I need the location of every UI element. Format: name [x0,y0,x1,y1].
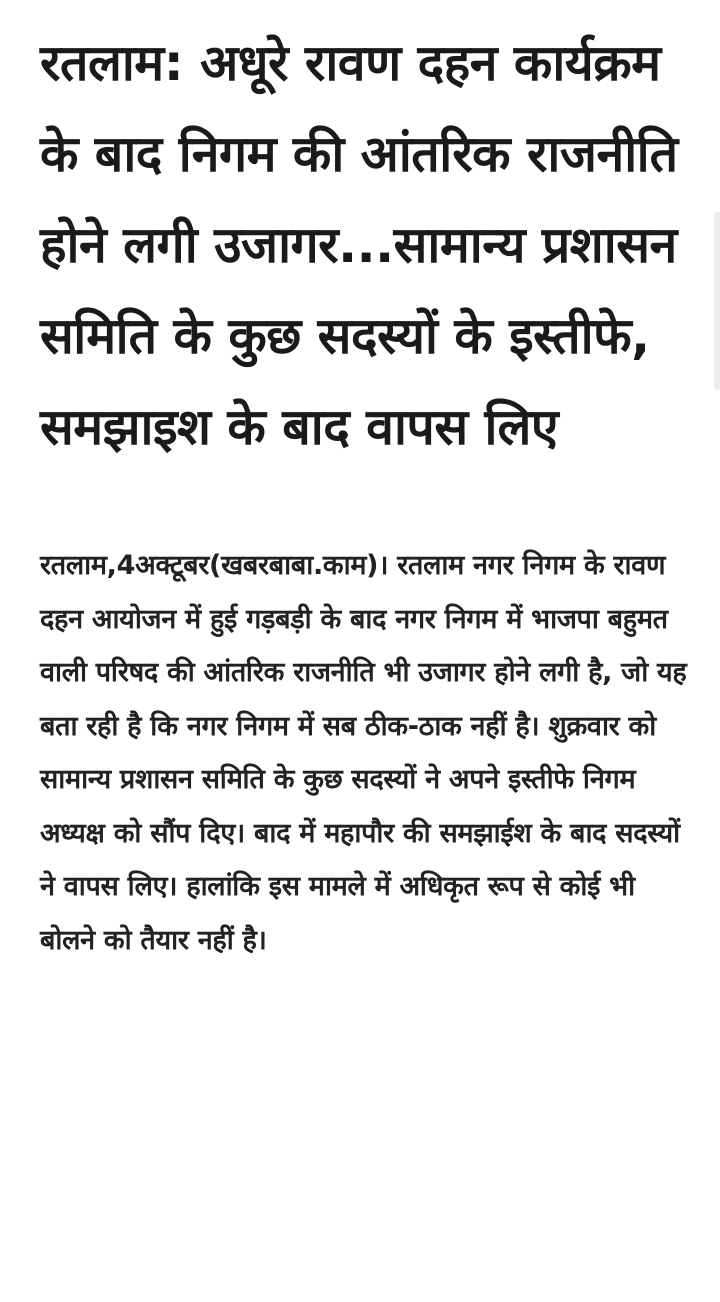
scroll-indicator[interactable] [714,212,720,390]
article [40,18,690,967]
article-headline: रतलाम: अधूरे रावण दहन कार्यक्रम के बाद निगम की आंतरिक राजनीति होने लगी उजागर...सामान्य प्रशासन समिति के कुछ सदस्यों के इस्तीफे, समझाइश के बाद वापस लिए [40,34,678,456]
article-body: रतलाम,4अक्टूबर(खबरबाबा.काम)। रतलाम नगर निगम के रावण दहन आयोजन में हुई गड़बड़ी के बाद नगर निगम में भाजपा बहुमत वाली परिषद की आंतरिक राजनीति भी उजागर होने लगी है, जो यह बता रही है कि नगर निगम में सब ठीक-ठाक नहीं है। शुक्रवार को सामान्य प्रशासन समिति के कुछ सदस्यों ने अपने इस्तीफे निगम अध्यक्ष को सौंप दिए। बाद में महापौर की समझाईश के बाद सदस्यों ने वापस लिए। हालांकि इस मामले में अधिकृत रूप से कोई भी बोलने को तैयार नहीं है। [40,550,687,956]
